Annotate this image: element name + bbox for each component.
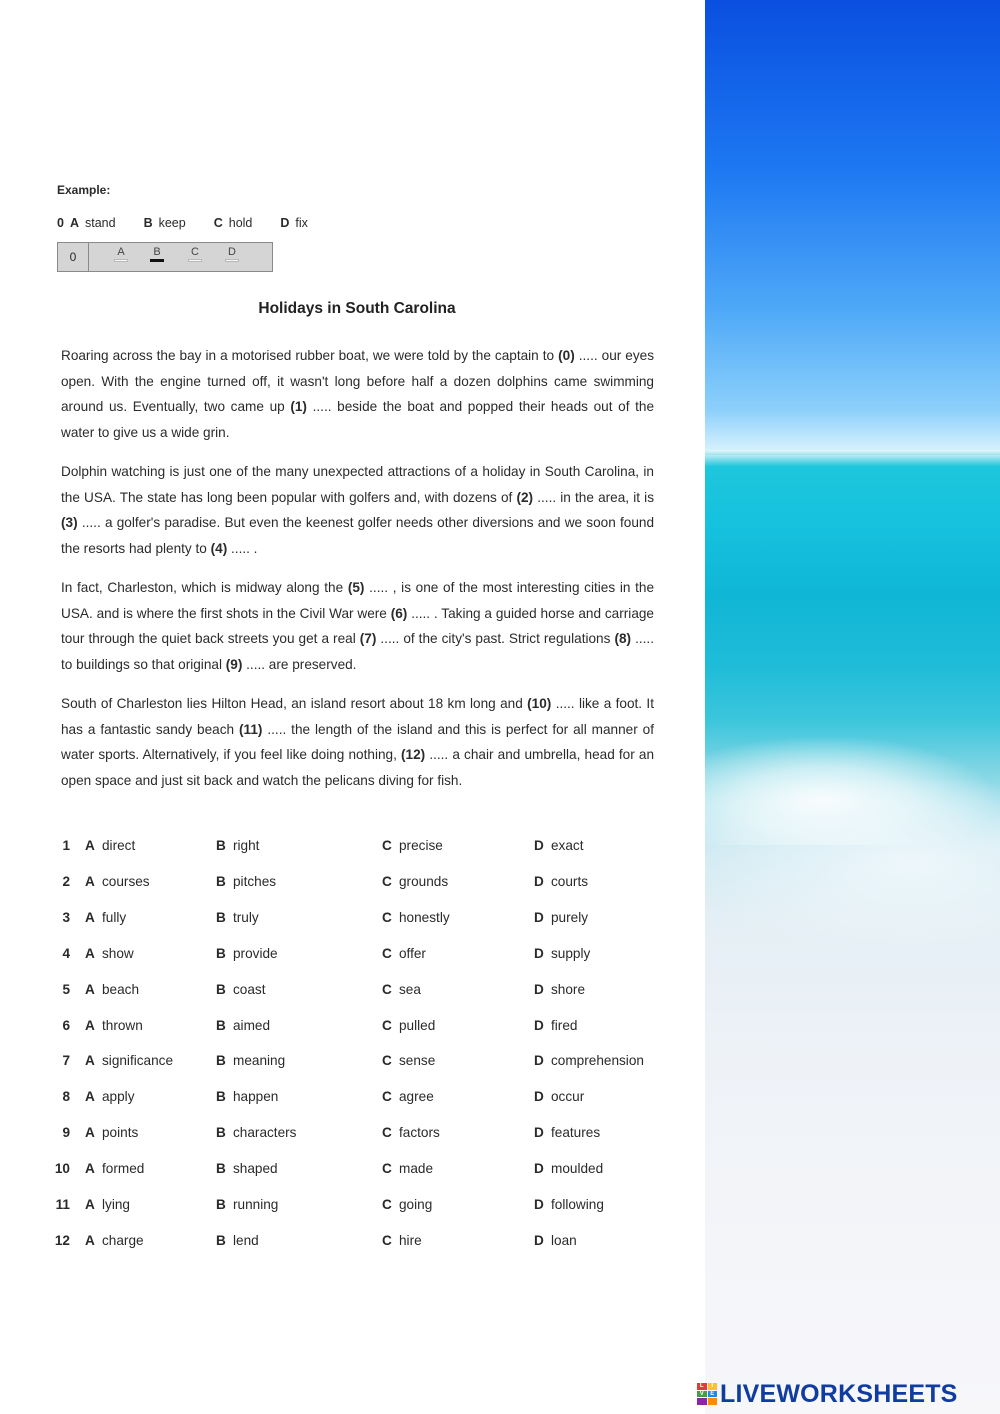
option-a [85, 946, 134, 961]
option-letter: C [382, 1017, 392, 1033]
option-letter: D [534, 981, 544, 997]
question-number: 10 [54, 1161, 70, 1177]
option-d [534, 1018, 577, 1033]
passage-text: ..... of the city's past. Strict regulations [376, 631, 615, 647]
option-a [85, 1161, 144, 1176]
option-letter: C [382, 1232, 392, 1248]
option-word: right [233, 838, 260, 853]
question-number: 3 [62, 909, 70, 925]
option-word: beach [102, 981, 140, 997]
option-word: direct [102, 838, 136, 853]
option-b [216, 1125, 296, 1140]
logo-badge-cell: V [697, 1391, 707, 1398]
option-word: aimed [233, 1017, 271, 1033]
question-number: 4 [62, 945, 70, 961]
option-word: happen [233, 1089, 279, 1105]
gap-number: (7) [359, 631, 377, 647]
option-word: sense [399, 1053, 436, 1069]
option-letter: A [85, 1161, 95, 1177]
option-a [85, 1233, 144, 1248]
question-number: 8 [62, 1089, 70, 1105]
passage-text: ..... a chair and umbrella, head for an open space and just sit back and watch the pelicans diving for fish. [61, 747, 655, 788]
passage-text: Dolphin watching is just one of the many unexpected attractions of a holiday in South Carolina, in the USA. The state has long been popular with golfers and, with dozens of [61, 464, 654, 505]
option-word: grounds [399, 873, 449, 889]
option-letter: C [382, 1125, 392, 1141]
option-letter: C [382, 873, 392, 889]
question-row [52, 1089, 672, 1109]
answer-bubble-a: A [114, 246, 128, 262]
option-letter: A [85, 1232, 95, 1248]
option-letter: C [382, 945, 392, 961]
sea-foam-lower [705, 780, 1000, 950]
paragraph-2 [61, 459, 654, 561]
option-word: thrown [102, 1017, 143, 1033]
question-number: 12 [54, 1232, 70, 1248]
option-d [534, 1197, 604, 1212]
option-word: fired [551, 1017, 578, 1033]
option-word: moulded [551, 1161, 604, 1177]
option-letter: A [85, 1125, 95, 1141]
gap-number: (3) [61, 515, 78, 531]
passage-text: ..... the length of the island and this is perfect for all manner of water sports. Alternatively, if you feel like doing nothing, [61, 721, 654, 763]
passage-text: ..... . [227, 540, 258, 556]
answer-bubble-b: B [150, 246, 164, 262]
option-b [216, 910, 259, 925]
question-number: 5 [62, 981, 70, 997]
option-word: supply [551, 945, 591, 961]
option-letter: C [382, 981, 392, 997]
example-option-c: C hold [213, 216, 253, 230]
beach-photo [705, 0, 1000, 1414]
option-letter: C [382, 1161, 392, 1177]
option-word: purely [551, 909, 589, 925]
question-row [52, 1197, 672, 1217]
option-word: points [102, 1125, 139, 1141]
question-row [52, 1053, 672, 1073]
question-row [52, 982, 672, 1002]
option-letter: B [216, 981, 226, 997]
option-word: apply [102, 1089, 135, 1105]
option-a [85, 1197, 130, 1212]
option-letter: C [382, 1089, 392, 1105]
option-a [85, 982, 139, 997]
question-number: 7 [62, 1053, 70, 1069]
option-c [382, 910, 450, 925]
option-letter: A [85, 945, 95, 961]
option-letter: C [382, 1197, 392, 1212]
option-letter: D [534, 945, 544, 961]
option-a [85, 910, 126, 925]
answer-bubble-c: C [188, 246, 202, 262]
option-word: occur [551, 1089, 585, 1105]
logo-badge-cell [708, 1398, 718, 1405]
question-number: 1 [62, 838, 70, 853]
option-c [382, 1233, 422, 1248]
option-letter: B [216, 1053, 226, 1069]
option-word: show [102, 945, 134, 961]
option-c [382, 1125, 440, 1140]
option-word: lying [102, 1197, 130, 1212]
option-d [534, 1161, 603, 1176]
option-a [85, 838, 135, 853]
question-row [52, 1125, 672, 1145]
gap-number: (6) [390, 605, 408, 621]
question-row [52, 874, 672, 894]
option-word: provide [233, 945, 278, 961]
question-number: 6 [62, 1017, 70, 1033]
option-a [85, 1053, 173, 1068]
option-word: charge [102, 1232, 144, 1248]
question-row [52, 946, 672, 966]
answer-bubble-d: D [225, 246, 239, 262]
gap-number: (11) [239, 721, 263, 737]
option-letter: B [216, 909, 226, 925]
option-b [216, 1161, 278, 1176]
option-word: courses [102, 873, 150, 889]
option-word: offer [399, 945, 426, 961]
example-option-a: A stand [69, 216, 116, 230]
example-answer-box [57, 242, 273, 272]
option-b [216, 1089, 278, 1104]
logo-text: LIVEWORKSHEETS [720, 1380, 958, 1408]
option-b [216, 982, 266, 997]
option-letter: A [85, 1089, 95, 1105]
logo-badge-cell [697, 1398, 707, 1405]
passage-text: In fact, Charleston, which is midway along the [61, 580, 348, 595]
option-a [85, 874, 150, 889]
question-row [52, 1233, 672, 1253]
option-letter: B [216, 873, 226, 889]
option-word: running [233, 1197, 279, 1212]
passage-text: ..... . Taking a guided horse and carriage tour through the quiet back streets you get a real [61, 605, 654, 647]
option-letter: D [534, 1017, 544, 1033]
option-word: following [551, 1197, 604, 1212]
paragraph-3 [61, 575, 654, 677]
passage-text: ..... to buildings so that original [61, 631, 654, 672]
question-row [52, 838, 672, 858]
question-row [52, 910, 672, 930]
logo-badge-cell: I [708, 1383, 718, 1390]
question-number: 2 [62, 873, 70, 889]
passage-text: ..... like a foot. It has a fantastic sandy beach [61, 696, 654, 737]
gap-number: (10) [527, 696, 552, 711]
logo-badge-cell: E [708, 1391, 718, 1398]
option-letter: B [216, 1125, 226, 1141]
option-word: comprehension [551, 1053, 644, 1069]
option-letter: D [534, 1053, 544, 1069]
option-c [382, 1089, 434, 1104]
option-letter: D [534, 1125, 544, 1141]
passage-text: ..... a golfer's paradise. But even the keenest golfer needs other diversions and we soon found the resorts had plenty to [61, 515, 654, 556]
option-word: fully [102, 909, 127, 925]
option-letter: A [85, 1053, 95, 1069]
example-options [57, 216, 336, 230]
option-letter: C [382, 838, 392, 853]
option-word: characters [233, 1125, 297, 1141]
option-word: agree [399, 1089, 434, 1105]
gap-number: (0) [558, 348, 575, 363]
option-word: factors [399, 1125, 440, 1141]
option-d [534, 874, 588, 889]
option-word: made [399, 1161, 434, 1177]
option-letter: B [216, 1089, 226, 1105]
option-letter: D [534, 1161, 544, 1177]
option-d [534, 1053, 644, 1068]
option-word: truly [233, 909, 259, 925]
option-c [382, 946, 426, 961]
option-letter: B [216, 1161, 226, 1177]
example-label: Example: [57, 183, 111, 197]
logo-badge-cell: L [697, 1383, 707, 1390]
passage-text: ..... in the area, it is [533, 489, 654, 505]
question-number: 9 [62, 1125, 70, 1141]
gap-number: (12) [401, 747, 426, 763]
option-word: hire [399, 1232, 422, 1248]
gap-number: (9) [225, 656, 243, 672]
passage-text: ..... , is one of the most interesting cities in the USA. and is where the first shots in the Civil War were [61, 580, 655, 621]
gap-number: (2) [516, 489, 534, 505]
passage-text: ..... our eyes open. With the engine turned off, it wasn't long before half a dozen dolphins came swimming around us. Eventually, two came up [61, 348, 654, 415]
option-b [216, 1053, 285, 1068]
option-word: lend [233, 1232, 259, 1248]
option-b [216, 1018, 270, 1033]
option-d [534, 1125, 600, 1140]
gap-number: (8) [614, 631, 632, 647]
option-letter: A [85, 909, 95, 925]
option-word: features [551, 1125, 601, 1141]
beach-horizon [705, 450, 1000, 455]
option-word: loan [551, 1232, 577, 1248]
passage-text: ..... beside the boat and popped their heads out of the water to give us a wide grin. [61, 399, 655, 440]
option-word: formed [102, 1161, 145, 1177]
option-word: pulled [399, 1017, 436, 1033]
example-number: 0 [57, 216, 64, 230]
question-row [52, 1161, 672, 1181]
option-word: honestly [399, 909, 450, 925]
option-a [85, 1125, 138, 1140]
option-letter: B [216, 1017, 226, 1033]
option-c [382, 1018, 435, 1033]
option-letter: D [534, 838, 544, 853]
option-letter: A [85, 1017, 95, 1033]
option-word: pitches [233, 873, 277, 889]
example-option-d: D fix [280, 216, 308, 230]
option-letter: B [216, 838, 226, 853]
option-letter: A [85, 1197, 95, 1212]
option-letter: D [534, 909, 544, 925]
gap-number: (5) [347, 580, 365, 595]
option-word: courts [551, 873, 589, 889]
option-c [382, 1197, 432, 1212]
logo-badge-icon [697, 1383, 717, 1405]
option-word: meaning [233, 1053, 286, 1069]
option-c [382, 982, 421, 997]
example-option-b: B keep [143, 216, 186, 230]
option-c [382, 1053, 435, 1068]
option-letter: A [85, 981, 95, 997]
option-letter: B [216, 1197, 226, 1212]
option-b [216, 838, 259, 853]
option-letter: A [85, 838, 95, 853]
option-b [216, 1233, 259, 1248]
option-d [534, 1089, 584, 1104]
option-d [534, 946, 590, 961]
option-a [85, 1018, 143, 1033]
passage-text: ..... are preserved. [242, 656, 357, 672]
option-c [382, 838, 443, 853]
option-word: exact [551, 838, 584, 853]
paragraph-1 [61, 343, 654, 445]
passage-text: Roaring across the bay in a motorised rubber boat, we were told by the captain to [61, 348, 559, 363]
option-letter: B [216, 945, 226, 961]
option-b [216, 946, 278, 961]
question-number: 11 [55, 1197, 70, 1212]
option-b [216, 874, 276, 889]
paragraph-4 [61, 691, 654, 793]
option-word: shore [551, 981, 586, 997]
option-letter: B [216, 1232, 226, 1248]
option-c [382, 874, 448, 889]
option-d [534, 910, 588, 925]
option-d [534, 838, 584, 853]
option-c [382, 1161, 433, 1176]
gap-number: (4) [210, 540, 228, 556]
option-letter: A [85, 873, 95, 889]
text-title: Holidays in South Carolina [258, 300, 456, 317]
option-d [534, 982, 585, 997]
option-word: precise [399, 838, 443, 853]
option-word: shaped [233, 1161, 278, 1177]
option-word: sea [399, 981, 421, 997]
option-letter: D [534, 873, 544, 889]
question-row [52, 1018, 672, 1038]
option-a [85, 1089, 135, 1104]
option-letter: C [382, 1053, 392, 1069]
option-word: significance [102, 1053, 174, 1069]
option-letter: D [534, 1232, 544, 1248]
option-letter: D [534, 1197, 544, 1212]
passage-text: South of Charleston lies Hilton Head, an island resort about 18 km long and [61, 696, 528, 711]
option-word: coast [233, 981, 266, 997]
option-letter: C [382, 909, 392, 925]
option-b [216, 1197, 278, 1212]
answer-box-number: 0 [58, 243, 89, 271]
liveworksheets-logo [697, 1381, 958, 1407]
option-letter: D [534, 1089, 544, 1105]
gap-number: (1) [290, 399, 307, 415]
option-word: going [399, 1197, 433, 1212]
option-d [534, 1233, 577, 1248]
